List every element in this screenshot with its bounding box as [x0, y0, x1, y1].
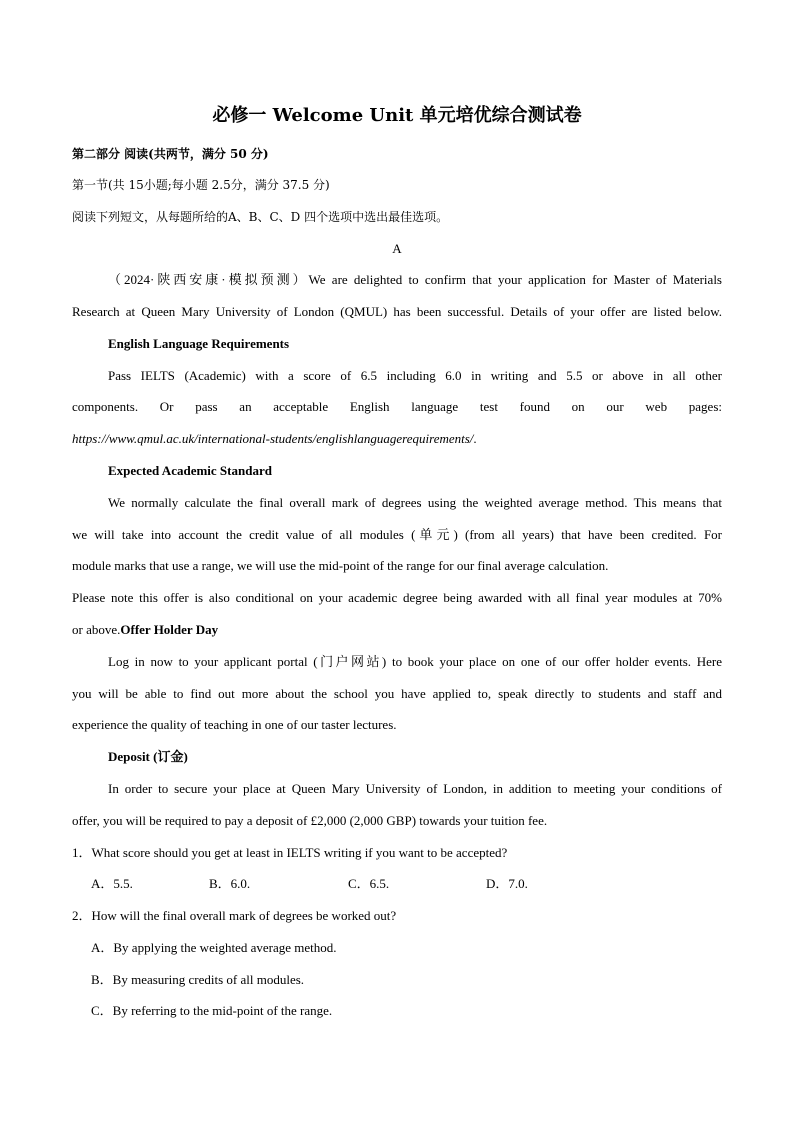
academic-line-3: module marks that use a range, we will use the mid-point of the range for our final average calculation. [72, 558, 609, 573]
english-req-line-1: Pass IELTS (Academic) with a score of 6.5 including 6.0 in writing and 5.5 or above in all other [108, 368, 722, 383]
heading-english-requirements: English Language Requirements [108, 336, 290, 351]
academic-line-2: we will take into account the credit value of all modules (单元) (from all years) that have been credited. For [72, 527, 722, 542]
page-title: 必修一 Welcome Unit 单元培优综合测试卷 [212, 105, 582, 126]
deposit-line-2: offer, you will be required to pay a deposit of £2,000 (2,000 GBP) towards your tuition fee. [72, 813, 548, 828]
question-2-option-b[interactable]: B．By measuring credits of all modules. [91, 972, 305, 987]
english-req-line-2: components. Or pass an acceptable English language test found on our web pages: [72, 399, 722, 414]
english-req-url-line: https://www.qmul.ac.uk/international-students/englishlanguagerequirements/. [72, 431, 477, 446]
question-1-option-b[interactable]: B．6.0. [209, 876, 251, 891]
question-2-option-a[interactable]: A．By applying the weighted average method. [91, 940, 337, 955]
deposit-line-1: In order to secure your place at Queen Mary University of London, in addition to meeting your conditions of [108, 781, 722, 796]
question-1-option-d[interactable]: D．7.0. [486, 876, 528, 891]
question-2-option-c[interactable]: C．By referring to the mid-point of the range. [91, 1003, 333, 1018]
part2-heading: 第二部分 阅读(共两节，满分 50 分) [72, 147, 269, 161]
english-req-url[interactable]: https://www.qmul.ac.uk/international-students/englishlanguagerequirements/ [72, 431, 474, 446]
offer-line-3: experience the quality of teaching in one of our taster lectures. [72, 717, 397, 732]
section1-heading: 第一节(共 15小题;每小题 2.5分，满分 37.5 分) [72, 178, 330, 192]
instructions: 阅读下列短文，从每题所给的A、B、C、D 四个选项中选出最佳选项。 [72, 210, 449, 224]
question-2-stem: 2．How will the final overall mark of degrees be worked out? [72, 908, 397, 923]
academic-line-1: We normally calculate the final overall mark of degrees using the weighted average method. This means that [108, 495, 722, 510]
note-line-1: Please note this offer is also conditional on your academic degree being awarded with all final year modules at 70% [72, 590, 722, 605]
heading-deposit: Deposit (订金) [108, 749, 188, 764]
offer-line-1: Log in now to your applicant portal (门户网站) to book your place on one of our offer holder events. Here [108, 654, 722, 669]
passage-label: A [392, 241, 402, 256]
offer-line-2: you will be able to find out more about the school you have applied to, speak directly to students and staff and [72, 686, 722, 701]
question-1-option-a[interactable]: A．5.5. [91, 876, 133, 891]
passage-intro-line-2: Research at Queen Mary University of London (QMUL) has been successful. Details of your offer are listed below. [72, 304, 722, 319]
heading-offer-holder-day: Offer Holder Day [120, 622, 219, 637]
question-1-stem: 1．What score should you get at least in IELTS writing if you want to be accepted? [72, 845, 508, 860]
question-1-option-c[interactable]: C．6.5. [348, 876, 390, 891]
note-line-2: or above.Offer Holder Day [72, 622, 219, 637]
passage-intro-line-1: （2024·陕西安康·模拟预测）We are delighted to confirm that your application for Master of Materials [108, 272, 722, 287]
heading-academic-standard: Expected Academic Standard [108, 463, 272, 478]
